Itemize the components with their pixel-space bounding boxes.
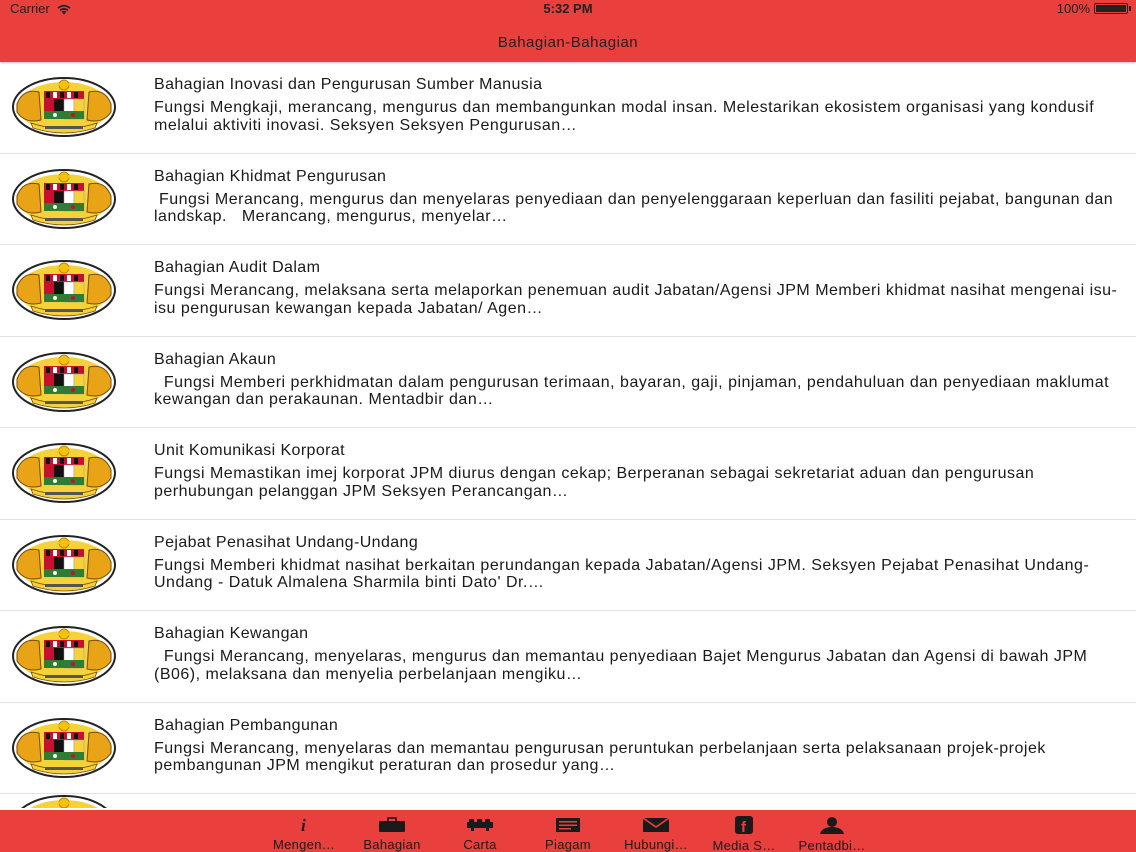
list-item[interactable] xyxy=(0,245,1136,337)
status-bar xyxy=(0,0,1136,18)
tab-hubungi[interactable] xyxy=(612,810,700,852)
coat-of-arms-logo xyxy=(11,442,117,504)
list-item-title: Bahagian Khidmat Pengurusan xyxy=(154,167,387,185)
list-item[interactable] xyxy=(0,428,1136,520)
list-item[interactable] xyxy=(0,337,1136,429)
document-icon xyxy=(554,816,582,833)
svg-text:i: i xyxy=(301,816,306,833)
org-chart-icon xyxy=(466,816,494,833)
battery-indicator xyxy=(1057,1,1128,16)
list-item-title: Bahagian Pembangunan xyxy=(154,716,339,734)
list-item-description: Fungsi Merancang, melaksana serta melaporkan penemuan audit Jabatan/Agensi JPM Memberi khidmat nasihat mengenai isu-isu pengurusan kewangan kepada Jabatan/ Agen… xyxy=(154,282,1118,317)
person-icon xyxy=(818,816,846,834)
tab-label: Mengen… xyxy=(272,837,336,852)
coat-of-arms-logo xyxy=(11,794,117,808)
coat-of-arms-logo xyxy=(11,534,117,596)
list-item-title: Bahagian Audit Dalam xyxy=(154,259,321,276)
tab-label: Hubungi… xyxy=(624,837,688,852)
list-item-description: Fungsi Memastikan imej korporat JPM diurus dengan cekap; Berperanan sebagai sekretariat aduan dan pengurusan perhubungan pelanggan JPM Seksyen Perancangan… xyxy=(154,465,1040,500)
page-title: Bahagian-Bahagian xyxy=(497,34,639,51)
list-item-description: Fungsi Merancang, mengurus dan menyelaras penyediaan dan penyelenggaraan keperluan dan fasiliti pejabat, bangunan dan landskap. Merancang, mengurus, menyelar… xyxy=(154,190,1119,225)
coat-of-arms-logo xyxy=(11,625,117,687)
coat-of-arms-logo xyxy=(11,351,117,413)
tab-mengenai[interactable] xyxy=(260,810,348,852)
list-item-title: Unit Komunikasi Korporat xyxy=(154,442,346,459)
coat-of-arms-logo xyxy=(11,76,117,138)
list-item-description: Fungsi Memberi perkhidmatan dalam pengurusan terimaan, bayaran, gaji, pinjaman, pendahuluan dan penyediaan maklumat kewangan dan perakaunan. Mentadbir dan… xyxy=(154,373,1114,408)
envelope-icon xyxy=(642,816,670,833)
tab-label: Piagam xyxy=(545,837,591,852)
battery-icon xyxy=(1094,3,1128,14)
briefcase-icon xyxy=(378,816,406,833)
list-item[interactable] xyxy=(0,62,1136,154)
tab-bahagian[interactable] xyxy=(348,810,436,852)
tab-label: Carta xyxy=(463,837,497,852)
tab-label: Media S… xyxy=(712,838,776,852)
list-item-description: Fungsi Memberi khidmat nasihat berkaitan perundangan kepada Jabatan/Agensi JPM. Seksyen Pejabat Penasihat Undang-Undang - Datuk Almalena Sharmila binti Dato' Dr.… xyxy=(154,556,1090,591)
list-item-partial[interactable] xyxy=(0,794,1136,808)
list-item[interactable] xyxy=(0,154,1136,246)
coat-of-arms-logo xyxy=(11,259,117,321)
list-item-description: Fungsi Merancang, menyelaras, mengurus dan memantau penyediaan Bajet Mengurus Jabatan dan Agensi di bawah JPM (B06), melaksana dan menyelia perbelanjaan mengiku… xyxy=(154,648,1093,683)
navigation-header xyxy=(0,0,1136,62)
tab-media-sosial[interactable] xyxy=(700,810,788,852)
coat-of-arms-logo xyxy=(11,717,117,779)
info-icon xyxy=(290,816,318,833)
list-item[interactable] xyxy=(0,703,1136,795)
list-item-title: Bahagian Akaun xyxy=(154,350,277,368)
status-time: 5:32 PM xyxy=(543,1,593,16)
list-item-description: Fungsi Mengkaji, merancang, mengurus dan membangunkan modal insan. Melestarikan ekosistem organisasi yang kondusif melalui aktiviti inovasi. Seksyen Seksyen Pengurusan… xyxy=(154,99,1100,134)
list-item-title: Bahagian Inovasi dan Pengurusan Sumber Manusia xyxy=(154,76,543,93)
coat-of-arms-logo xyxy=(11,168,117,230)
list-item[interactable] xyxy=(0,611,1136,703)
tab-bar xyxy=(0,810,1136,852)
list-item-title: Bahagian Kewangan xyxy=(154,625,309,642)
tab-piagam[interactable] xyxy=(524,810,612,852)
battery-percent: 100% xyxy=(1056,1,1090,16)
list-item-description: Fungsi Merancang, menyelaras dan memantau pengurusan peruntukan perbelanjaan serta pelaksanaan projek-projek pembangunan JPM mengikut peraturan dan prosedur yang… xyxy=(154,739,1051,774)
tab-label: Bahagian xyxy=(363,837,421,852)
tab-carta[interactable] xyxy=(436,810,524,852)
division-list[interactable] xyxy=(0,62,1136,810)
list-item-title: Pejabat Penasihat Undang-Undang xyxy=(154,533,419,551)
list-item[interactable] xyxy=(0,520,1136,612)
facebook-icon xyxy=(730,816,758,834)
tab-label: Pentadbi… xyxy=(798,838,866,852)
tab-pentadbir[interactable] xyxy=(788,810,876,852)
svg-text:f: f xyxy=(741,819,746,834)
carrier-label: Carrier xyxy=(10,1,50,16)
